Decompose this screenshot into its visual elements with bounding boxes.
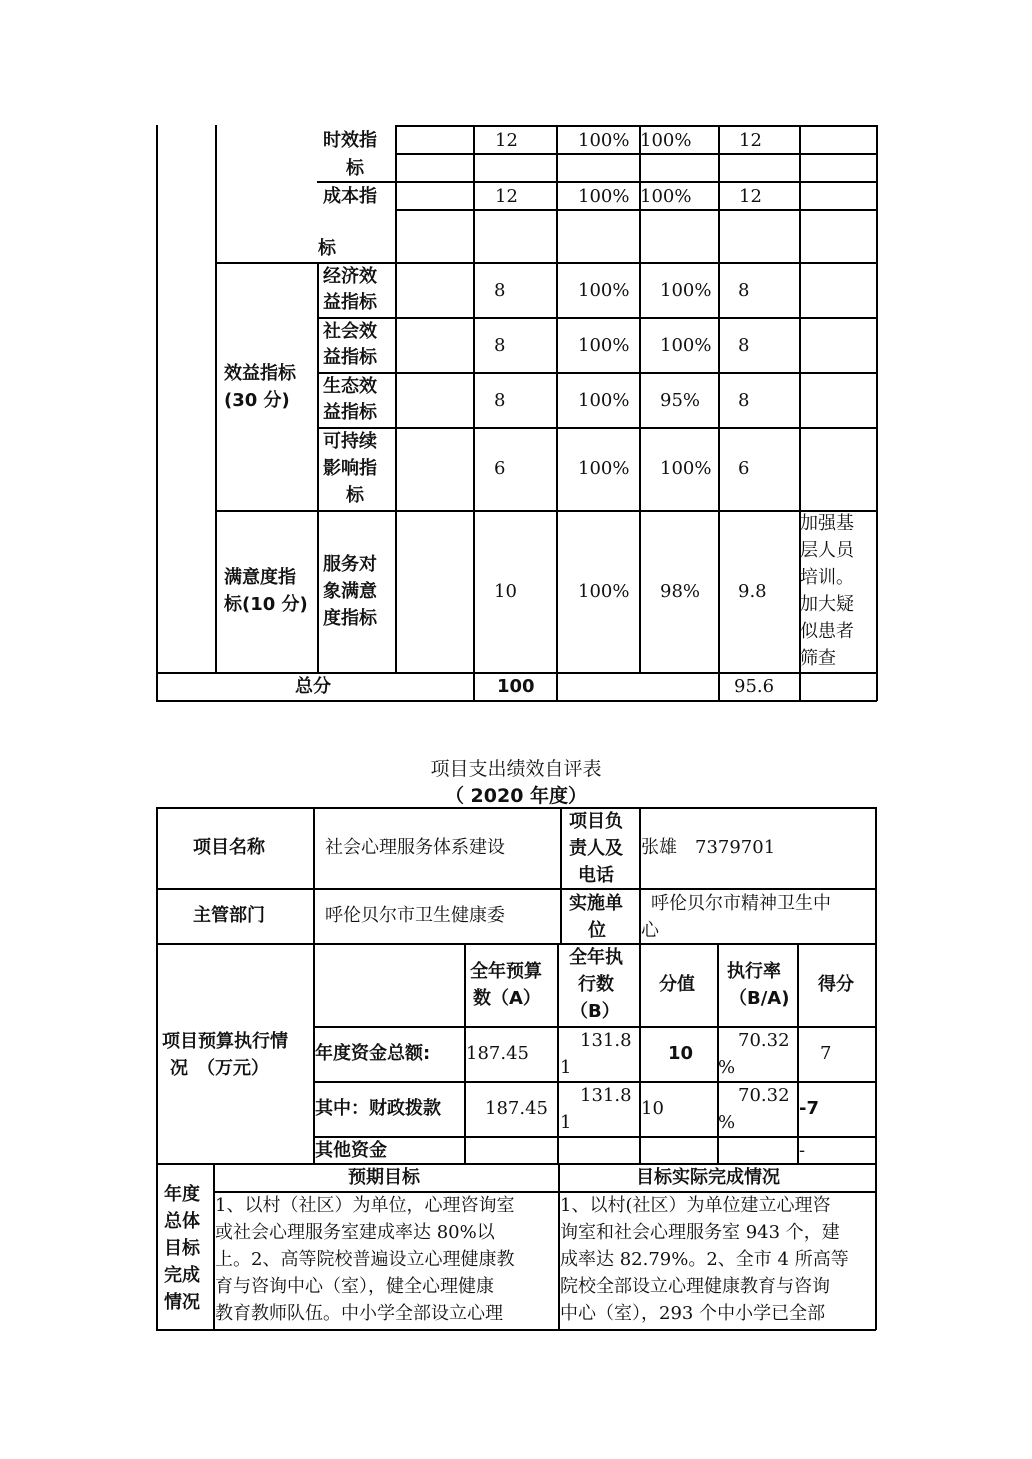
weight-cell: 10 (494, 581, 517, 602)
indicator-name: 时效指 (323, 130, 377, 151)
row-label: 其中：财政拨款 (315, 1098, 441, 1119)
text-line: 教育教师队伍。中小学全部设立心理 (215, 1303, 503, 1324)
indicator-name: 益指标 (323, 402, 377, 423)
indicator-name: 象满意 (323, 581, 377, 602)
budget-cell: 187.45 (466, 1043, 529, 1064)
points-cell: 10 (668, 1043, 694, 1064)
col-header-exec: 全年执 (569, 947, 623, 968)
budget-group-label: 项目预算执行情 (162, 1031, 288, 1052)
weight-cell: 8 (494, 280, 506, 301)
exec-cell: 1 (560, 1112, 572, 1133)
text-line: 询室和社会心理服务室 943 个，建 (560, 1222, 840, 1243)
indicator-name: 可持续 (323, 431, 377, 452)
indicator-name: 经济效 (323, 266, 377, 287)
col-header-points: 分值 (659, 974, 695, 995)
target-cell: 100% (578, 390, 630, 411)
col-header-budget: 数（A） (473, 988, 541, 1009)
page-subtitle: （ 2020 年度） (444, 785, 588, 807)
text-line: 上。2、高等院校普遍设立心理健康教 (215, 1249, 515, 1270)
exec-cell: 131.8 (580, 1085, 632, 1106)
rate-cell: % (718, 1112, 736, 1133)
col-header-rate: （B/A) (729, 988, 790, 1009)
score-cell: 7 (820, 1043, 832, 1064)
target-cell: 100% (578, 458, 630, 479)
exec-cell: 131.8 (580, 1030, 632, 1051)
score-cell: -7 (799, 1098, 819, 1119)
target-cell: 100% (578, 280, 630, 301)
owner-label: 项目负 (569, 811, 623, 832)
goal-label-line: 完成 (164, 1265, 200, 1286)
page-title: 项目支出绩效自评表 (430, 758, 602, 780)
owner-label: 电话 (578, 865, 614, 886)
actual-cell: 95% (660, 390, 701, 411)
points-cell: 10 (641, 1098, 664, 1119)
indicator-name: 服务对 (323, 554, 377, 575)
indicator-name: 生态效 (323, 376, 377, 397)
impl-value: 呼伦贝尔市精神卫生中 (651, 893, 831, 914)
target-cell: 100% (578, 581, 630, 602)
score-cell: 8 (738, 280, 750, 301)
actual-cell: 98% (660, 581, 701, 602)
satisfaction-group-points: 标(10 分) (224, 594, 308, 615)
score-cell: 12 (739, 130, 762, 151)
actual-cell: 100% (660, 335, 712, 356)
total-weight: 100 (497, 676, 535, 697)
goal-label-line: 总体 (164, 1211, 200, 1232)
benefit-group-points: (30 分) (224, 390, 290, 411)
col-header-budget: 全年预算 (470, 961, 542, 982)
remark-line: 加大疑 (800, 594, 854, 615)
text-line: 中心（室），293 个中小学已全部 (560, 1303, 826, 1324)
weight-cell: 6 (494, 458, 506, 479)
col-header-exec: 行数 (578, 974, 614, 995)
weight-cell: 12 (495, 130, 518, 151)
actual-cell: 100% (640, 186, 692, 207)
actual-cell: 100% (660, 280, 712, 301)
row-label: 其他资金 (315, 1140, 387, 1161)
target-cell: 100% (578, 186, 630, 207)
rate-cell: 70.32 (738, 1085, 790, 1106)
score-cell: - (799, 1140, 806, 1161)
dept-value: 呼伦贝尔市卫生健康委 (325, 905, 505, 926)
remark-line: 加强基 (800, 513, 854, 534)
row-label: 年度资金总额: (315, 1043, 431, 1064)
score-cell: 6 (738, 458, 750, 479)
owner-value: 张雄 7379701 (641, 837, 776, 858)
text-line: 1、以村(社区）为单位建立心理咨 (560, 1195, 831, 1216)
expected-goal-header: 预期目标 (348, 1167, 420, 1188)
target-cell: 100% (578, 335, 630, 356)
target-cell: 100% (578, 130, 630, 151)
weight-cell: 8 (494, 390, 506, 411)
project-name-label: 项目名称 (193, 837, 265, 858)
satisfaction-group-label: 满意度指 (224, 567, 296, 588)
indicator-name: 标 (346, 485, 364, 506)
project-name-value: 社会心理服务体系建设 (325, 837, 505, 858)
goal-label-line: 情况 (164, 1292, 200, 1313)
score-cell: 12 (739, 186, 762, 207)
total-label: 总分 (295, 676, 331, 697)
score-cell: 8 (738, 335, 750, 356)
impl-label: 实施单 (569, 893, 623, 914)
impl-value: 心 (641, 920, 659, 941)
rate-cell: % (718, 1057, 736, 1078)
col-header-score: 得分 (818, 974, 854, 995)
remark-line: 层人员 (800, 540, 854, 561)
goal-label-line: 目标 (164, 1238, 200, 1259)
actual-cell: 100% (660, 458, 712, 479)
text-line: 或社会心理服务室建成率达 80%以 (215, 1222, 495, 1243)
indicator-name: 度指标 (323, 608, 377, 629)
indicator-name: 成本指 (323, 186, 377, 207)
indicator-name: 标 (318, 238, 336, 259)
dept-label: 主管部门 (193, 905, 265, 926)
col-header-rate: 执行率 (727, 961, 781, 982)
text-line: 成率达 82.79%。2、全市 4 所高等 (560, 1249, 849, 1270)
exec-cell: 1 (560, 1057, 572, 1078)
indicator-name: 影响指 (323, 458, 377, 479)
text-line: 育与咨询中心（室），健全心理健康 (215, 1276, 494, 1297)
text-line: 院校全部设立心理健康教育与咨询 (560, 1276, 830, 1297)
remark-line: 筛查 (800, 648, 836, 669)
goal-label-line: 年度 (164, 1184, 200, 1205)
remark-line: 培训。 (800, 567, 854, 588)
impl-label: 位 (588, 920, 606, 941)
actual-goal-header: 目标实际完成情况 (636, 1167, 780, 1188)
budget-cell: 187.45 (485, 1098, 548, 1119)
col-header-exec: （B） (570, 1001, 620, 1022)
score-cell: 8 (738, 390, 750, 411)
weight-cell: 8 (494, 335, 506, 356)
indicator-name: 益指标 (323, 347, 377, 368)
indicator-name: 益指标 (323, 292, 377, 313)
indicator-name: 标 (346, 158, 364, 179)
indicator-name: 社会效 (323, 321, 377, 342)
rate-cell: 70.32 (738, 1030, 790, 1051)
total-score: 95.6 (734, 676, 775, 697)
remark-line: 似患者 (800, 621, 854, 642)
actual-cell: 100% (640, 130, 692, 151)
score-cell: 9.8 (738, 581, 767, 602)
owner-label: 责人及 (569, 838, 623, 859)
budget-group-label: 况 （万元） (170, 1058, 269, 1079)
benefit-group-label: 效益指标 (224, 363, 296, 384)
weight-cell: 12 (495, 186, 518, 207)
text-line: 1、以村（社区）为单位，心理咨询室 (215, 1195, 515, 1216)
